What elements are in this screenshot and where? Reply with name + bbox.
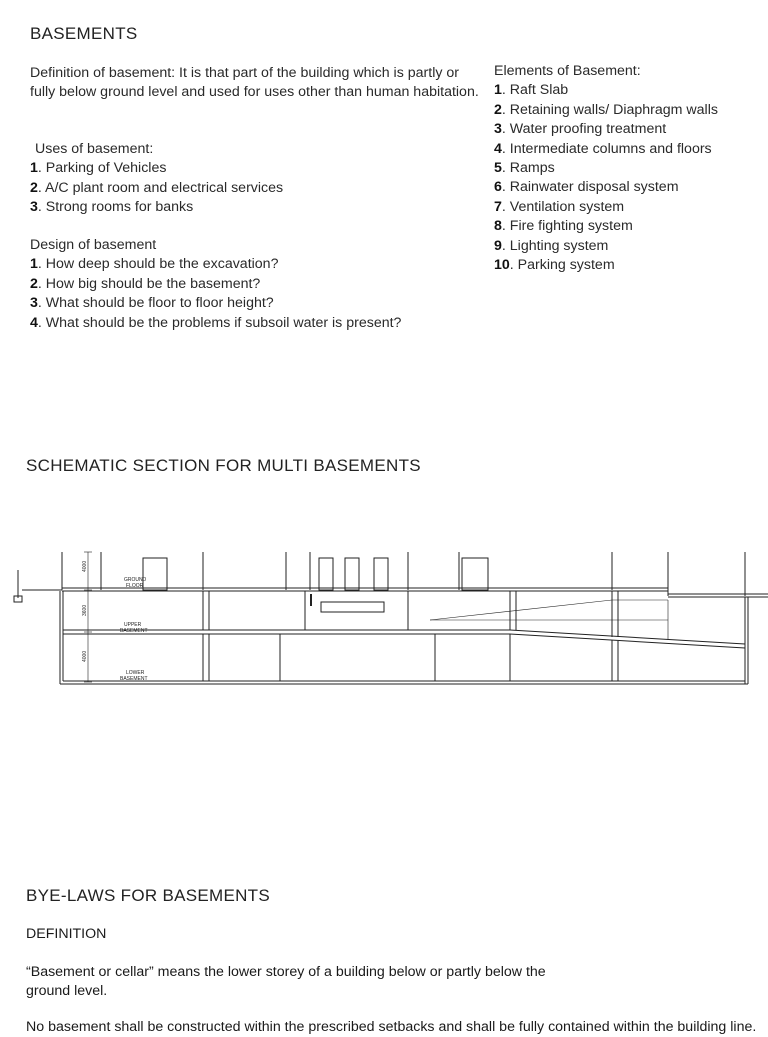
schematic-section-drawing <box>0 540 768 690</box>
label-ground-1: GROUND <box>124 577 147 583</box>
elements-item <box>494 198 764 217</box>
label-upper-2: BASEMENT <box>120 628 148 634</box>
elements-item-number: 6 <box>494 179 502 196</box>
byelaws-cut-text: No basement shall be constructed within the prescribed setbacks and shall be fully contained within the building line. <box>26 1019 757 1035</box>
elements-list <box>494 81 764 275</box>
design-item-text: . How big should be the basement? <box>37 275 261 292</box>
section-heading: SCHEMATIC SECTION FOR MULTI BASEMENTS <box>26 456 421 475</box>
elements-item-text: . Lighting system <box>501 237 609 254</box>
design-heading: Design of basement <box>30 237 157 253</box>
design-item <box>30 275 480 294</box>
uses-item <box>30 198 470 217</box>
label-upper-1: UPPER <box>124 622 142 628</box>
uses-item <box>30 159 470 178</box>
design-item-number: 1 <box>30 256 38 273</box>
elements-item <box>494 81 764 100</box>
elements-item <box>494 256 764 275</box>
elements-item <box>494 159 764 178</box>
ramp-bottom <box>510 634 745 648</box>
byelaws-definition: “Basement or cellar” means the lower storey of a building below or partly below the ground level. <box>26 964 546 1000</box>
design-list <box>30 255 480 333</box>
elements-item-number: 2 <box>494 101 502 118</box>
uses-item-text: . A/C plant room and electrical services <box>37 179 284 196</box>
design-item <box>30 294 480 313</box>
byelaws-heading: BYE-LAWS FOR BASEMENTS <box>26 886 271 905</box>
elements-item-number: 5 <box>494 160 502 177</box>
uses-item <box>30 179 470 198</box>
elements-item <box>494 140 764 159</box>
label-lower-2: BASEMENT <box>120 676 148 682</box>
elements-item-text: . Raft Slab <box>501 82 569 99</box>
elements-item-text: . Ventilation system <box>501 198 625 215</box>
design-item-text: . How deep should be the excavation? <box>37 256 279 273</box>
uses-heading: Uses of basement: <box>35 141 154 157</box>
elements-item <box>494 101 764 120</box>
elements-heading: Elements of Basement: <box>494 63 641 79</box>
elements-item-number: 10 <box>494 257 510 274</box>
uses-item-text: . Strong rooms for banks <box>37 199 194 216</box>
design-item-number: 2 <box>30 275 38 292</box>
label-lower-1: LOWER <box>126 670 145 676</box>
ground-floor-block <box>345 558 359 590</box>
elements-item-number: 8 <box>494 218 502 235</box>
label-ground-2: FLOOR <box>126 583 144 589</box>
dim-label-mid: 3600 <box>82 604 88 616</box>
elements-item-number: 3 <box>494 121 502 138</box>
uses-item-number: 1 <box>30 160 38 177</box>
uses-list <box>30 159 470 217</box>
design-item-number: 3 <box>30 295 38 312</box>
design-item <box>30 255 480 274</box>
uses-item-number: 3 <box>30 199 38 216</box>
elements-item-number: 4 <box>494 140 502 157</box>
dim-label-low: 4000 <box>82 650 88 662</box>
elements-item <box>494 120 764 139</box>
ramp-top <box>510 630 745 644</box>
elements-item-text: . Fire fighting system <box>501 218 633 235</box>
elements-item-number: 1 <box>494 82 502 99</box>
ground-floor-block <box>374 558 388 590</box>
elements-section <box>494 62 764 275</box>
elements-item-text: . Water proofing treatment <box>501 121 667 138</box>
elements-item <box>494 217 764 236</box>
elements-item <box>494 178 764 197</box>
elements-item-text: . Rainwater disposal system <box>501 179 679 196</box>
ground-floor-block <box>143 558 167 590</box>
design-item-text: . What should be the problems if subsoil water is present? <box>37 314 402 331</box>
design-item-number: 4 <box>30 314 38 331</box>
design-section <box>30 236 480 333</box>
definition-paragraph: Definition of basement: It is that part of the building which is partly or fully below ground level and used for uses other than human habitation. <box>30 65 479 101</box>
page-title: BASEMENTS <box>30 24 138 43</box>
elements-item-text: . Intermediate columns and floors <box>501 140 712 157</box>
ramp-guide <box>430 600 612 620</box>
elements-item-text: . Retaining walls/ Diaphragm walls <box>501 101 718 118</box>
design-item-text: . What should be floor to floor height? <box>37 295 274 312</box>
elements-item-number: 9 <box>494 237 502 254</box>
uses-item-number: 2 <box>30 179 38 196</box>
elements-item-text: . Ramps <box>501 160 555 177</box>
definition-subheading: DEFINITION <box>26 926 107 942</box>
beam <box>321 602 384 612</box>
ground-floor-block <box>462 558 488 590</box>
elements-item <box>494 237 764 256</box>
dim-label-top: 4000 <box>82 560 88 572</box>
ground-floor-block <box>319 558 333 590</box>
elements-item-text: . Parking system <box>509 257 615 274</box>
uses-section <box>30 140 470 218</box>
elements-item-number: 7 <box>494 198 502 215</box>
design-item <box>30 314 480 333</box>
uses-item-text: . Parking of Vehicles <box>37 160 167 177</box>
